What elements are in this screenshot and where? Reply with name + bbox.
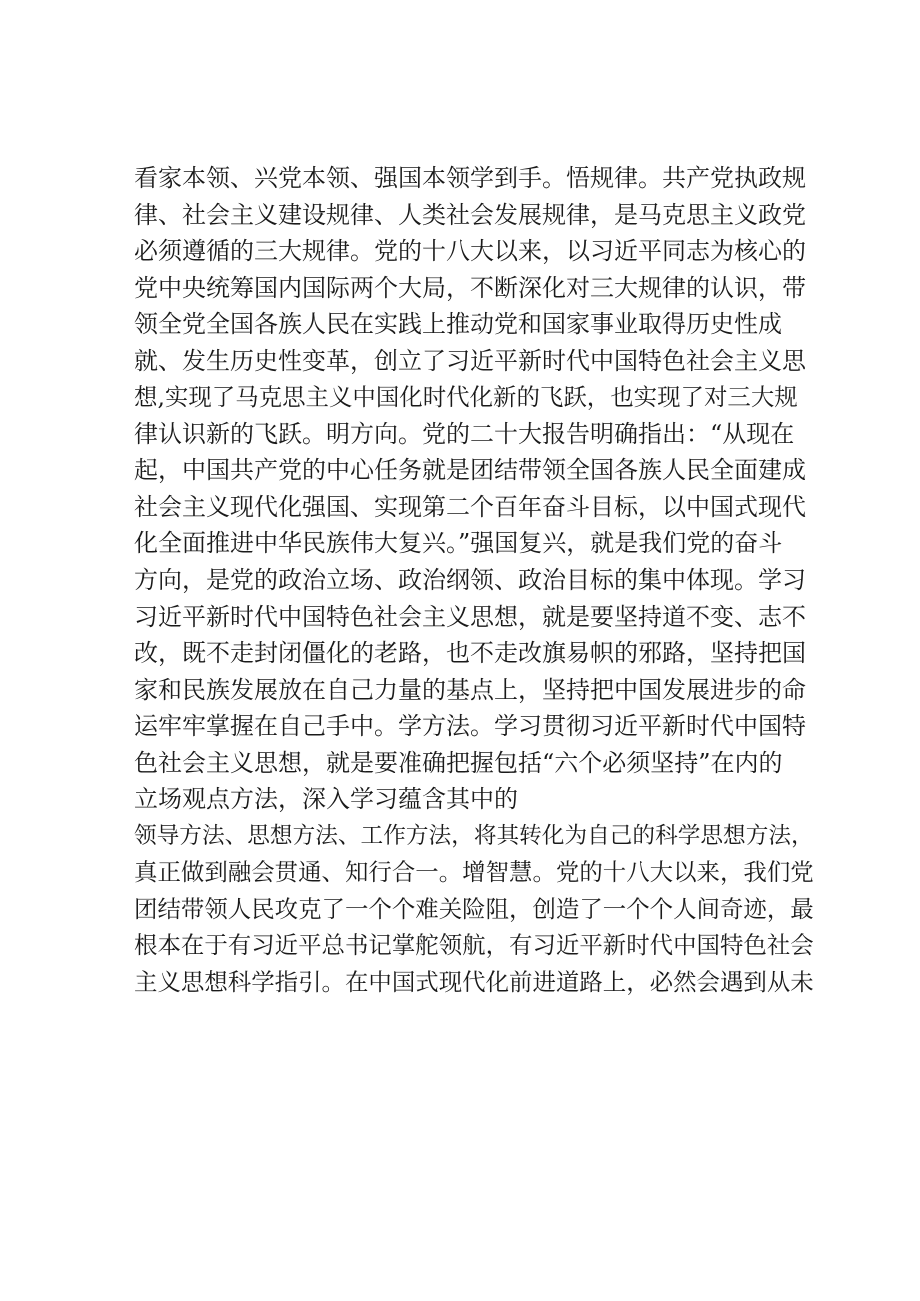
text-line: 就、发生历史性变革，创立了习近平新时代中国特色社会主义思: [134, 346, 806, 375]
text-line: 习近平新时代中国特色社会主义思想，就是要坚持道不变、志不: [134, 602, 806, 631]
text-line: 主义思想科学指引。在中国式现代化前进道路上，必然会遇到从未: [134, 968, 814, 997]
text-line: 运牢牢掌握在自己手中。学方法。学习贯彻习近平新时代中国特: [134, 712, 806, 741]
text-line: 团结带领人民攻克了一个个难关险阻，创造了一个个人间奇迹，最: [134, 894, 814, 923]
text-line: 立场观点方法，深入学习蕴含其中的: [134, 785, 518, 814]
text-line: 社会主义现代化强国、实现第二个百年奋斗目标，以中国式现代: [134, 492, 806, 521]
text-line: 领全党全国各族人民在实践上推动党和国家事业取得历史性成: [134, 310, 782, 339]
text-line: 改，既不走封闭僵化的老路，也不走改旗易帜的邪路，坚持把国: [134, 639, 806, 668]
text-line: 想,实现了马克思主义中国化时代化新的飞跃，也实现了对三大规: [134, 383, 798, 412]
text-line: 化全面推进中华民族伟大复兴。”强国复兴，就是我们党的奋斗: [134, 529, 783, 558]
body-text: [134, 160, 814, 1001]
text-line: 色社会主义思想，就是要准确把握包括“六个必须坚持”在内的: [134, 748, 783, 777]
text-line: 党中央统筹国内国际两个大局，不断深化对三大规律的认识，带: [134, 273, 806, 302]
text-line: 领导方法、思想方法、工作方法，将其转化为自己的科学思想方法，: [134, 822, 814, 849]
text-line: 必须遵循的三大规律。党的十八大以来，以习近平同志为核心的: [134, 237, 806, 266]
text-line: 家和民族发展放在自己力量的基点上，坚持把中国发展进步的命: [134, 675, 806, 704]
text-line: 律、社会主义建设规律、人类社会发展规律，是马克思主义政党: [134, 200, 806, 229]
text-line: 根本在于有习近平总书记掌舵领航，有习近平新时代中国特色社会: [134, 931, 814, 960]
text-line: 律认识新的飞跃。明方向。党的二十大报告明确指出：“从现在: [134, 419, 795, 448]
text-line: 真正做到融会贯通、知行合一。增智慧。党的十八大以来，我们党: [134, 858, 814, 887]
text-line: 方向，是党的政治立场、政治纲领、政治目标的集中体现。学习: [134, 566, 806, 595]
text-line: 起，中国共产党的中心任务就是团结带领全国各族人民全面建成: [134, 456, 806, 485]
text-line: 看家本领、兴党本领、强国本领学到手。悟规律。共产党执政规: [134, 164, 806, 192]
